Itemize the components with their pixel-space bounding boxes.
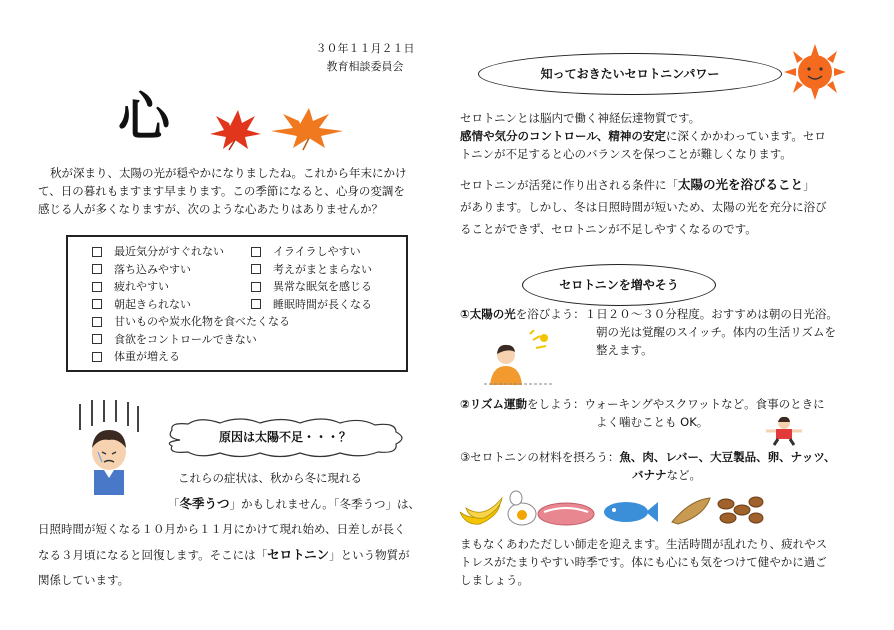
food-illustrations — [458, 490, 774, 530]
checklist-item: 食欲をコントロールできない — [92, 331, 392, 349]
checkbox-icon — [92, 352, 102, 362]
checklist-item: 考えがまとまらない — [251, 261, 401, 279]
checkbox-icon — [251, 282, 261, 292]
checklist-column-2 — [251, 243, 401, 313]
sunlight-condition: セロトニンが活発に作り出される条件に「太陽の光を浴びること」 があります。しかし、冬は日照時間が短いため、太陽の光を充分に浴び ることができず、セロトニンが不足しやすくなるのです。 — [460, 177, 827, 236]
checklist-wide-rows — [92, 313, 392, 366]
tip-ingredients: ③セロトニンの材料を摂ろう：魚、肉、レバー、大豆製品、卵、ナッツ、 バナナなど。 — [460, 450, 836, 482]
squatting-person-illustration — [764, 416, 804, 446]
sunbathing-person-illustration — [478, 330, 558, 385]
checklist-item: 最近気分がすぐれない — [92, 243, 252, 261]
nuts-icon — [718, 497, 763, 523]
increase-title-ellipse — [522, 264, 716, 306]
fish-icon — [604, 502, 658, 522]
serotonin-definition: セロトニンとは脳内で働く神経伝達物質です。 感情や気分のコントロール、精神の安定に深くかかわっています。セロ トニンが不足すると心のバランスを保つことが難しくなります。 — [460, 111, 826, 161]
committee: 教育相談委員会 — [326, 59, 404, 73]
checklist-item: 甘いものや炭水化物を食べたくなる — [92, 313, 392, 331]
checkbox-icon — [92, 299, 102, 309]
power-title: 知っておきたいセロトニンパワー — [540, 66, 720, 81]
checkbox-icon — [92, 282, 102, 292]
checkbox-icon — [92, 247, 102, 257]
meat-icon — [538, 503, 594, 525]
intro-paragraph: 秋が深まり、太陽の光が穏やかになりましたね。これから年末にかけ て、日の暮れもますます早まります。この季節になると、心身の変調を 感じる人が多くなりますが、次のような心あたりはありませんか？ — [38, 166, 407, 216]
checklist-column-1 — [92, 243, 252, 313]
soy-product-icon — [672, 498, 710, 524]
checklist-item: 朝起きられない — [92, 296, 252, 314]
checklist-item: 落ち込みやすい — [92, 261, 252, 279]
winter-depression-term: 冬季うつ — [179, 496, 230, 511]
tip-rhythm-exercise: ②リズム運動をしよう：ウォーキングやスクワットなど。食事のときに よく噛むことも OK。 — [460, 397, 825, 429]
checkbox-icon — [251, 247, 261, 257]
checklist-item: 睡眠時間が長くなる — [251, 296, 401, 314]
cause-bubble — [160, 418, 410, 458]
maple-leaf-icon — [210, 110, 261, 149]
checkbox-icon — [92, 264, 102, 274]
checkbox-icon — [92, 317, 102, 327]
checklist-item: 異常な眠気を感じる — [251, 278, 401, 296]
checkbox-icon — [251, 299, 261, 309]
tip-sunlight: ①太陽の光を浴びよう：１日２０～３０分程度。おすすめは朝の日光浴。 朝の光は覚醒のスイッチ。体内の生活リズムを 整えます。 — [460, 307, 838, 357]
checkbox-icon — [251, 264, 261, 274]
cause-bubble-text: 原因は太陽不足・・・？ — [218, 430, 351, 444]
checkbox-icon — [92, 334, 102, 344]
autumn-leaves-illustration — [205, 106, 350, 151]
closing-paragraph: まもなくあわただしい師走を迎えます。生活時間が乱れたり、疲れやス トレスがたまりやすい時季です。体にも心にも気をつけて健やかに過ご しましょう。 — [460, 537, 828, 587]
increase-title: セロトニンを増やそう — [559, 277, 679, 292]
egg-icon — [508, 491, 536, 525]
checklist-item: イライラしやすい — [251, 243, 401, 261]
checklist-item: 疲れやすい — [92, 278, 252, 296]
checklist-item: 体重が増える — [92, 348, 392, 366]
page-title: 心 — [118, 87, 165, 148]
document-header — [300, 40, 430, 75]
symptom-checklist-box — [66, 235, 408, 372]
banana-icon — [460, 498, 502, 524]
serotonin-term: セロトニン — [267, 547, 330, 562]
date: ３０年１１月２１日 — [315, 42, 415, 55]
power-title-ellipse — [478, 53, 782, 95]
cause-paragraph: これらの症状は、秋から冬に現れる 「冬季うつ」かもしれません。「冬季うつ」は、 日照時間が短くなる１０月から１１月にかけて現れ始め、日差しが長く なる３月頃になると回復します。そこには「セロトニン」という物質が 関係しています。 — [38, 471, 420, 587]
sun-icon — [782, 42, 848, 102]
